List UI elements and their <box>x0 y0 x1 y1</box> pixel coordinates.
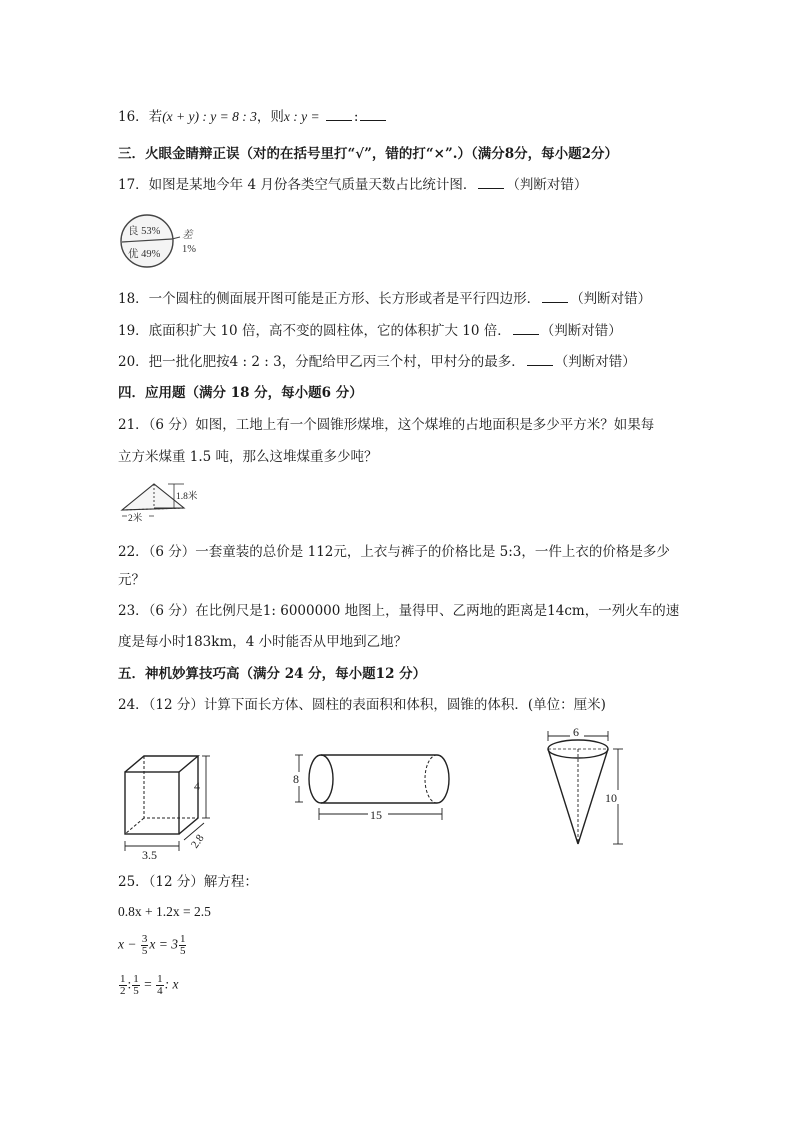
numerator: 1 <box>179 933 186 945</box>
question-suffix: （判断对错） <box>506 177 588 193</box>
question-suffix: （判断对错） <box>540 323 622 339</box>
cone-left-edge <box>548 749 578 844</box>
cuboid-hidden-edge <box>125 818 144 834</box>
question-number: 16． <box>118 109 149 125</box>
pie-label-good: 良 53% <box>128 226 161 237</box>
fraction <box>141 934 149 957</box>
cylinder-right-hidden <box>425 755 437 803</box>
cuboid-hidden-edges <box>144 756 198 818</box>
equation-part: : x <box>164 976 179 992</box>
question-20 <box>118 353 636 371</box>
math-expression: (x + y) : y = 8 : 3 <box>162 109 257 124</box>
cuboid-side <box>179 756 198 834</box>
cylinder-left-end <box>309 755 333 803</box>
colon: : <box>353 109 359 125</box>
denominator: 5 <box>141 945 148 957</box>
section-4-title: 四．应用题（满分 18 分，每小题6 分） <box>118 385 363 401</box>
question-25: 25．（12 分）解方程： <box>118 874 258 890</box>
pie-label-poor: 差 <box>182 230 193 241</box>
equals-sign: = <box>144 976 152 992</box>
answer-blank[interactable] <box>326 108 352 121</box>
coal-height-label: 1.8米 <box>176 492 198 502</box>
question-text: 18．一个圆柱的侧面展开图可能是正方形、长方形或者是平行四边形． <box>118 291 541 307</box>
fraction <box>132 974 140 997</box>
cuboid-top <box>125 756 198 772</box>
pie-label-excellent: 优 49% <box>128 249 161 260</box>
answer-blank[interactable] <box>527 353 553 366</box>
question-text: 17．如图是某地今年 4 月份各类空气质量天数占比统计图． <box>118 177 477 193</box>
question-18 <box>118 290 651 308</box>
question-suffix: （判断对错） <box>554 354 636 370</box>
denominator: 4 <box>157 985 163 997</box>
question-text: 19．底面积扩大 10 倍，高不变的圆柱体，它的体积扩大 10 倍． <box>118 323 511 339</box>
denominator: 5 <box>133 985 139 997</box>
cylinder-length-label: 15 <box>370 808 382 822</box>
question-19 <box>118 322 622 340</box>
question-22-line-1: 22．（6 分）一套童装的总价是 112元，上衣与裤子的价格比是 5:3，一件上衣的价格是多少 <box>118 544 670 560</box>
cylinder-figure <box>290 750 460 825</box>
cylinder-right-end <box>437 755 449 803</box>
denominator: 2 <box>120 985 126 997</box>
numerator: 1 <box>133 973 139 985</box>
fraction <box>119 974 127 997</box>
cuboid-width-label: 2.8 <box>188 832 207 851</box>
cone-height-label: 10 <box>605 791 617 805</box>
cylinder-diameter-label: 8 <box>293 772 299 786</box>
answer-blank[interactable] <box>513 322 539 335</box>
question-23-line-1: 23．（6 分）在比例尺是1: 6000000 地图上，量得甲、乙两地的距离是14cm，一列火车的速 <box>118 603 680 619</box>
math-expression: x : y = <box>283 109 320 124</box>
colon: : <box>127 976 132 992</box>
question-21-line-1: 21．（6 分）如图，工地上有一个圆锥形煤堆，这个煤堆的占地面积是多少平方米？如果每 <box>118 417 655 433</box>
cuboid-length-label: 3.5 <box>142 848 157 862</box>
answer-blank[interactable] <box>360 108 386 121</box>
section-5-title: 五．神机妙算技巧高（满分 24 分，每小题12 分） <box>118 666 427 682</box>
equation-text: 0.8x + 1.2x = 2.5 <box>118 904 211 919</box>
answer-blank[interactable] <box>542 290 568 303</box>
coal-pile-figure <box>118 478 208 524</box>
question-24: 24．（12 分）计算下面长方体、圆柱的表面积和体积，圆锥的体积．(单位：厘米) <box>118 697 606 713</box>
coal-radius-label: 2米 <box>128 514 143 524</box>
cone-outline <box>122 484 184 510</box>
equation-part: x = 3 <box>149 936 178 952</box>
question-suffix: （判断对错） <box>570 291 652 307</box>
question-text: 若 <box>148 109 163 125</box>
numerator: 1 <box>120 973 126 985</box>
air-quality-pie-figure <box>118 212 218 270</box>
question-16 <box>118 108 388 126</box>
question-17 <box>118 176 587 194</box>
equation-2 <box>118 934 187 957</box>
question-text: 20．把一批化肥按4 : 2 : 3，分配给甲乙丙三个村，甲村分的最多． <box>118 354 525 370</box>
cone-diameter-label: 6 <box>573 725 579 739</box>
cuboid-figure <box>118 752 218 862</box>
numerator: 3 <box>141 933 148 945</box>
question-21-line-2: 立方米煤重 1.5 吨，那么这堆煤重多少吨？ <box>118 449 378 465</box>
equation-part: x − <box>118 936 137 952</box>
cuboid-front <box>125 772 179 834</box>
equation-1 <box>118 904 211 920</box>
answer-blank[interactable] <box>478 176 504 189</box>
question-23-line-2: 度是每小时183km，4 小时能否从甲地到乙地？ <box>118 634 408 650</box>
section-3-title: 三．火眼金睛辩正误（对的在括号里打“√”，错的打“×”.）（满分8分，每小题2分） <box>118 146 618 162</box>
cone-right-edge <box>578 749 608 844</box>
fraction <box>179 934 187 957</box>
cone-figure <box>540 722 630 848</box>
question-22-line-2: 元？ <box>118 572 145 588</box>
pie-label-poor-percent: 1% <box>182 244 196 255</box>
equation-3 <box>118 974 179 997</box>
cuboid-height-label: 4 <box>194 779 200 793</box>
denominator: 5 <box>179 945 186 957</box>
question-text: ，则 <box>256 109 284 125</box>
numerator: 1 <box>157 973 163 985</box>
fraction <box>156 974 164 997</box>
